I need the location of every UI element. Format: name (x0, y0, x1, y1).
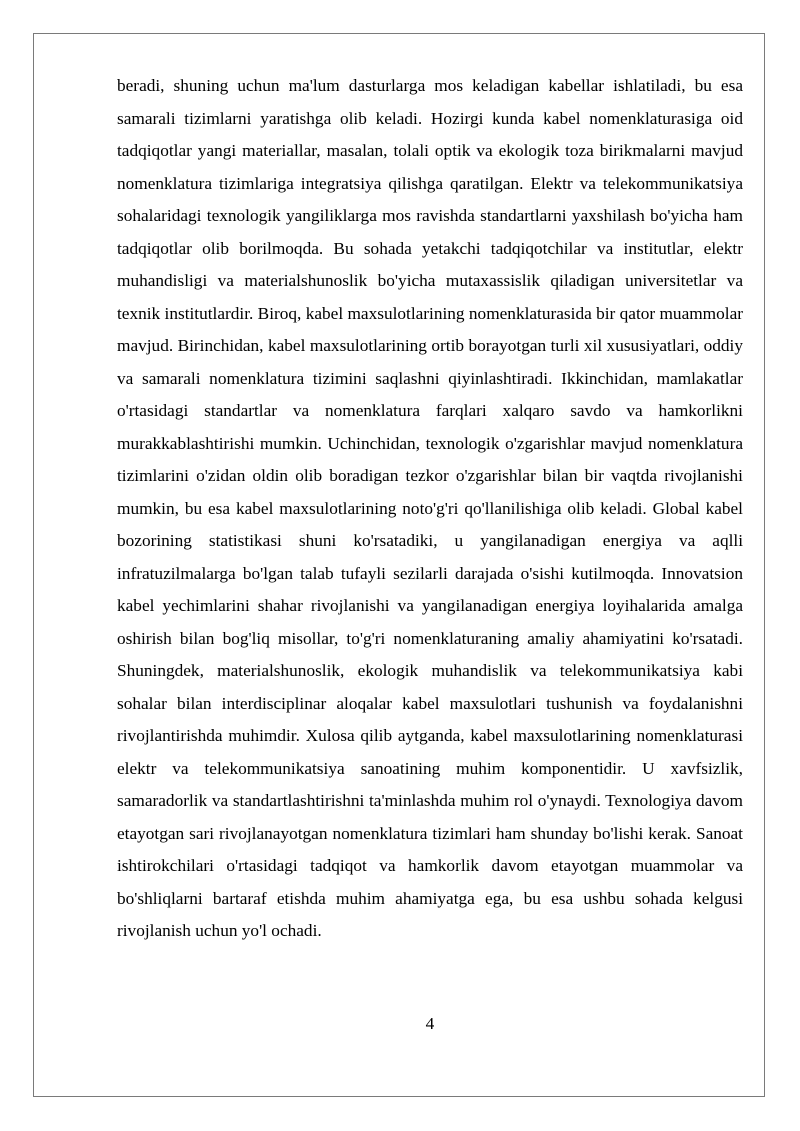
page-number: 4 (425, 1014, 435, 1033)
body-paragraph: beradi, shuning uchun ma'lum dasturlarga mos keladigan kabellar ishlatiladi, bu esa samarali tizimlarni yaratishga olib keladi. Hozirgi kunda kabel nomenklaturasiga oid tadqiqotlar yangi materiallar, masalan, tolali optik va ekologik toza birikmalarni mavjud nomenklatura tizimlariga integratsiya qilishga qaratilgan. Elektr va telekommunikatsiya sohalaridagi texnologik yangiliklarga mos ravishda standartlarni yaxshilash bo'yicha ham tadqiqotlar olib borilmoqda. Bu sohada yetakchi tadqiqotchilar va institutlar, elektr muhandisligi va materialshunoslik bo'yicha mutaxassislik qiladigan universitetlar va texnik institutlardir. Biroq, kabel maxsulotlarining nomenklaturasida bir qator muammolar mavjud. Birinchidan, kabel maxsulotlarining ortib borayotgan turli xil xususiyatlari, oddiy va samarali nomenklatura tizimini saqlashni qiyinlashtiradi. Ikkinchidan, mamlakatlar o'rtasidagi standartlar va nomenklatura farqlari xalqaro savdo va hamkorlikni murakkablashtirishi mumkin. Uchinchidan, texnologik o'zgarishlar mavjud nomenklatura tizimlarini o'zidan oldin olib boradigan tezkor o'zgarishlar bilan bir vaqtda rivojlanishi mumkin, bu esa kabel maxsulotlarining noto'g'ri qo'llanilishiga olib keladi. Global kabel bozorining statistikasi shuni ko'rsatadiki, u yangilanadigan energiya va aqlli infratuzilmalarga bo'lgan talab tufayli sezilarli darajada o'sishi kutilmoqda. Innovatsion kabel yechimlarini shahar rivojlanishi va yangilanadigan energiya loyihalarida amalga oshirish bilan bog'liq misollar, to'g'ri nomenklaturaning amaliy ahamiyatini ko'rsatadi. Shuningdek, materialshunoslik, ekologik muhandislik va telekommunikatsiya kabi sohalar bilan interdisciplinar aloqalar kabel maxsulotlari tushunish va foydalanishni rivojlantirishda muhimdir. Xulosa qilib aytganda, kabel maxsulotlarining nomenklaturasi elektr va telekommunikatsiya sanoatining muhim komponentidir. U xavfsizlik, samaradorlik va standartlashtirishni ta'minlashda muhim rol o'ynaydi. Texnologiya davom etayotgan sari rivojlanayotgan nomenklatura tizimlari ham shunday bo'lishi kerak. Sanoat ishtirokchilari o'rtasidagi tadqiqot va hamkorlik davom etayotgan muammolar va bo'shliqlarni bartaraf etishda muhim ahamiyatga ega, bu esa ushbu sohada kelgusi rivojlanish uchun yo'l ochadi. (117, 76, 743, 940)
